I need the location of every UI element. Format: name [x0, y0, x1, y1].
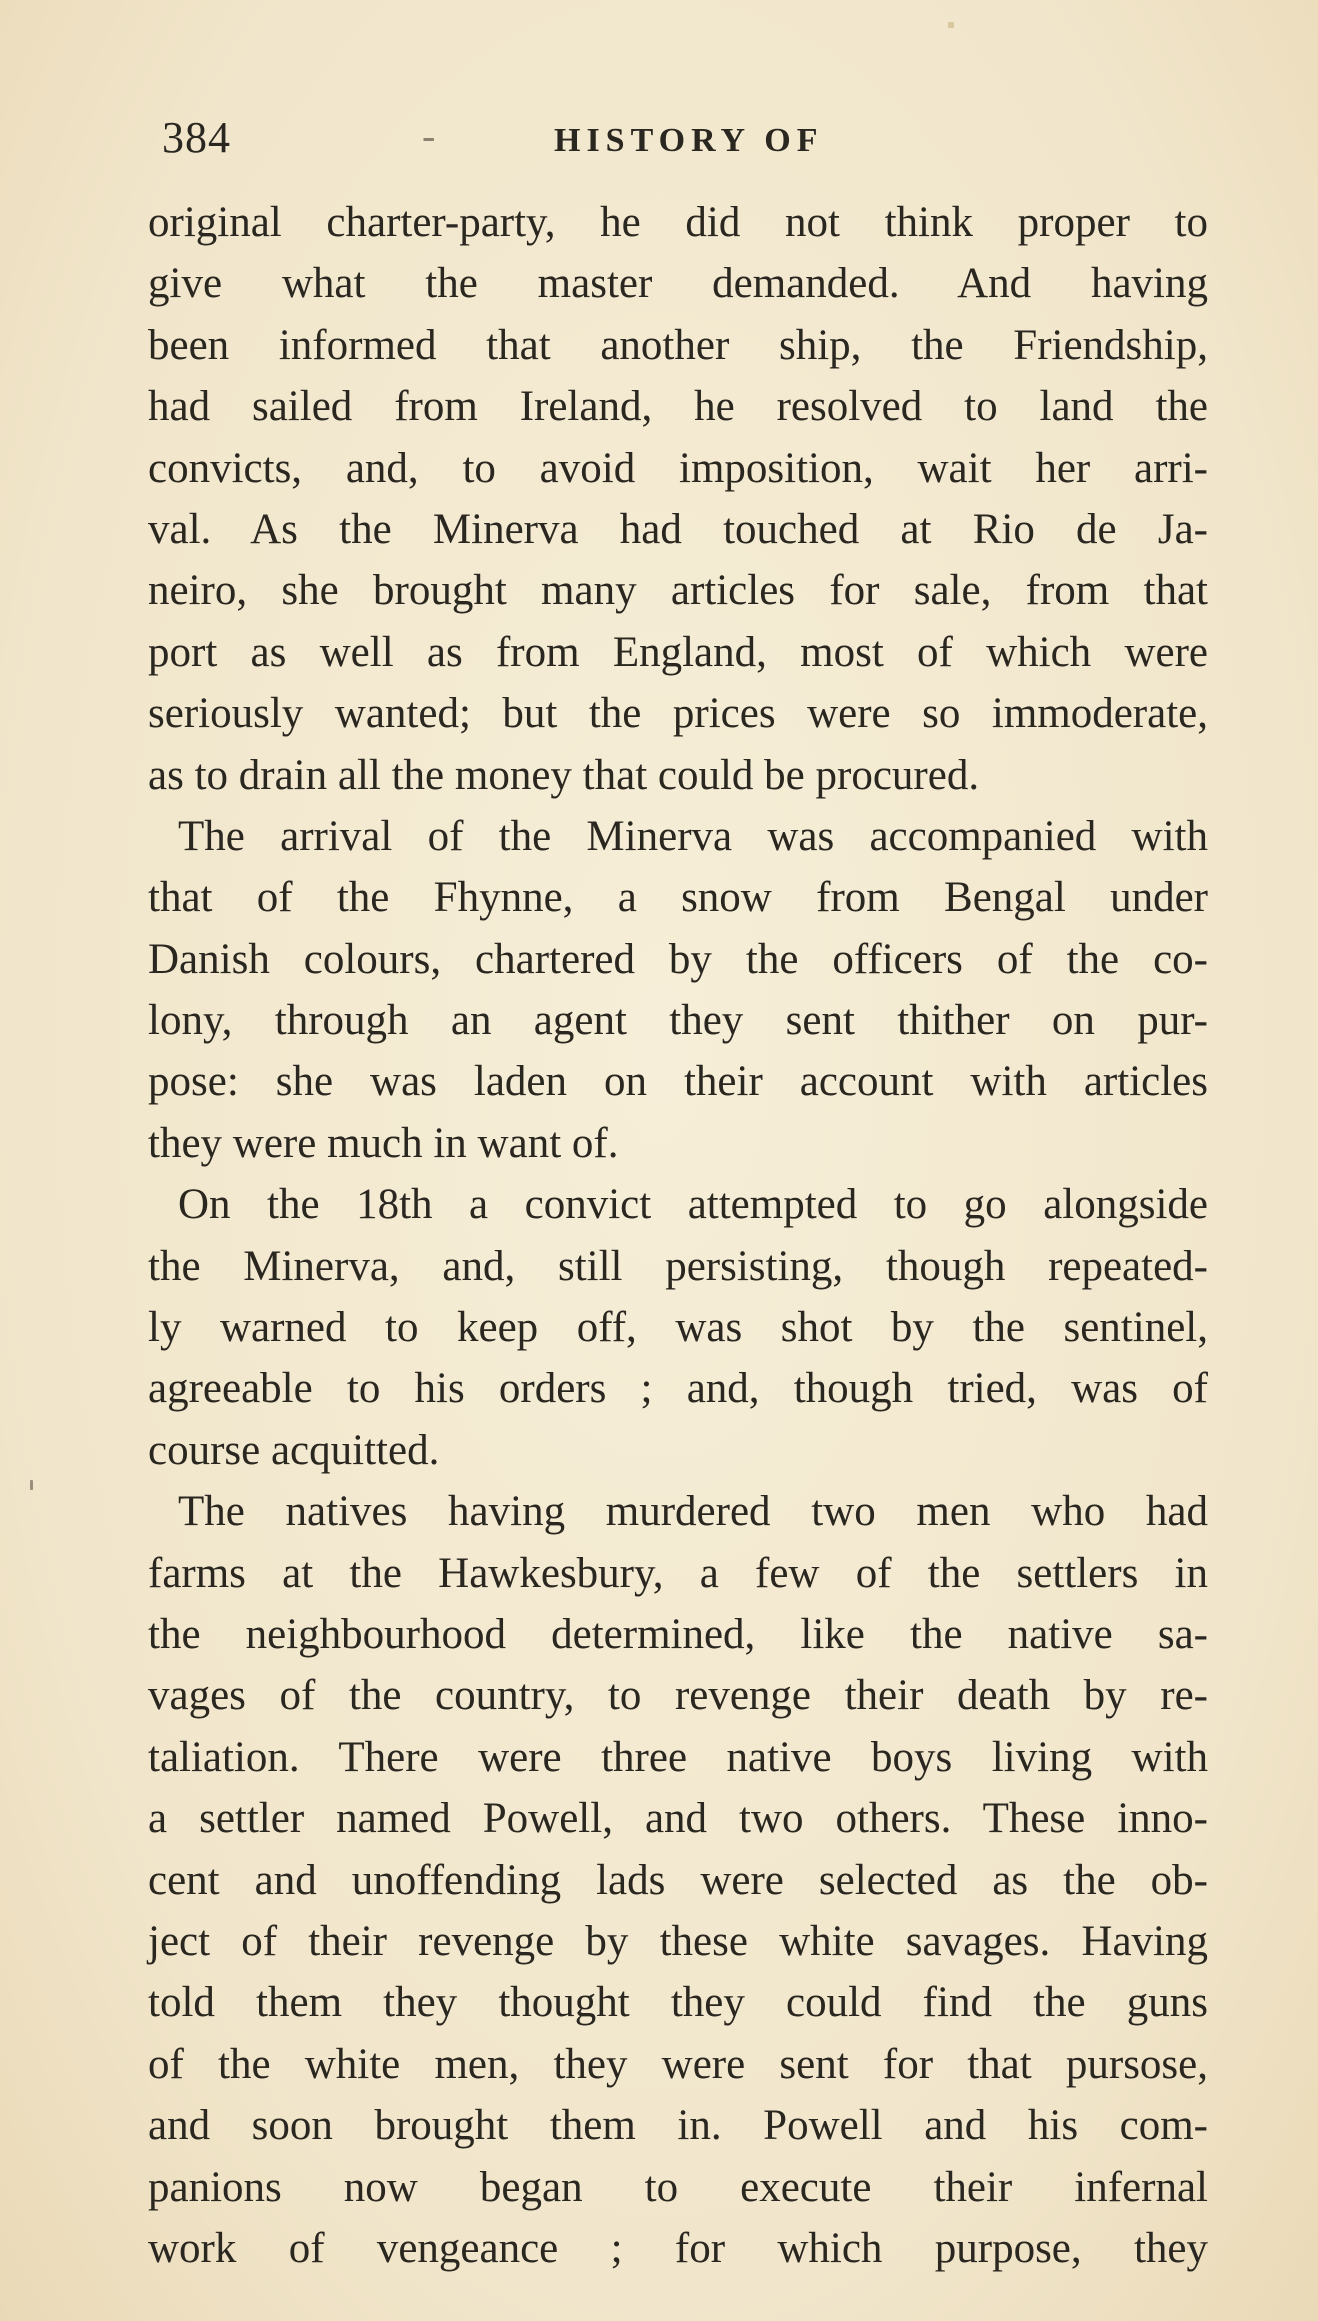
text-line: that of the Fhynne, a snow from Bengal under: [148, 874, 1208, 922]
page-number: 384: [162, 113, 231, 162]
text-line: The natives having murdered two men who had: [178, 1488, 1208, 1536]
text-line: port as well as from England, most of which were: [148, 628, 1208, 676]
text-line: had sailed from Ireland, he resolved to land the: [148, 383, 1208, 431]
text-line: vages of the country, to revenge their death by re-: [148, 1672, 1208, 1720]
paper-speck: [948, 22, 954, 28]
text-line: original charter-party, he did not think proper to: [148, 199, 1208, 246]
page-header: [162, 112, 1202, 172]
text-line: convicts, and, to avoid imposition, wait her arri-: [148, 444, 1208, 492]
header-separator: -: [422, 113, 436, 158]
text-line: they were much in want of.: [148, 1119, 619, 1167]
text-line: ly warned to keep off, was shot by the sentinel,: [148, 1304, 1208, 1352]
text-line: give what the master demanded. And having: [148, 260, 1208, 308]
paper-speck: [30, 1480, 33, 1490]
text-line: the Minerva, and, still persisting, though repeated-: [148, 1242, 1208, 1290]
text-line: The arrival of the Minerva was accompanied with: [178, 812, 1208, 860]
text-line: of the white men, they were sent for that pursose,: [148, 2040, 1208, 2088]
text-line: cent and unoffending lads were selected as the ob-: [148, 1856, 1208, 1904]
running-head: HISTORY OF: [554, 122, 824, 159]
text-line: farms at the Hawkesbury, a few of the settlers in: [148, 1549, 1208, 1597]
text-line: panions now began to execute their infernal: [148, 2163, 1208, 2211]
text-line: pose: she was laden on their account with articles: [148, 1058, 1208, 1106]
text-line: and soon brought them in. Powell and his com-: [148, 2102, 1208, 2150]
text-line: a settler named Powell, and two others. These inno-: [148, 1795, 1208, 1843]
text-line: lony, through an agent they sent thither on pur-: [148, 997, 1208, 1045]
text-line: course acquitted.: [148, 1426, 440, 1474]
text-line: Danish colours, chartered by the officers of the co-: [148, 935, 1208, 983]
text-line: val. As the Minerva had touched at Rio de Ja-: [148, 505, 1208, 553]
body-text: [148, 192, 1208, 2279]
text-line: taliation. There were three native boys living with: [148, 1733, 1208, 1781]
text-line: told them they thought they could find the guns: [148, 1979, 1208, 2027]
text-line: as to drain all the money that could be procured.: [148, 751, 980, 799]
text-line: agreeable to his orders ; and, though tried, was of: [148, 1365, 1208, 1413]
text-line: been informed that another ship, the Friendship,: [148, 321, 1208, 369]
text-line: neiro, she brought many articles for sale, from that: [148, 567, 1208, 615]
text-line: the neighbourhood determined, like the native sa-: [148, 1610, 1208, 1658]
text-line: ject of their revenge by these white savages. Having: [148, 1917, 1208, 1965]
text-line: seriously wanted; but the prices were so immoderate,: [148, 690, 1208, 738]
text-line: On the 18th a convict attempted to go alongside: [178, 1181, 1208, 1229]
text-line: work of vengeance ; for which purpose, they: [148, 2224, 1208, 2272]
